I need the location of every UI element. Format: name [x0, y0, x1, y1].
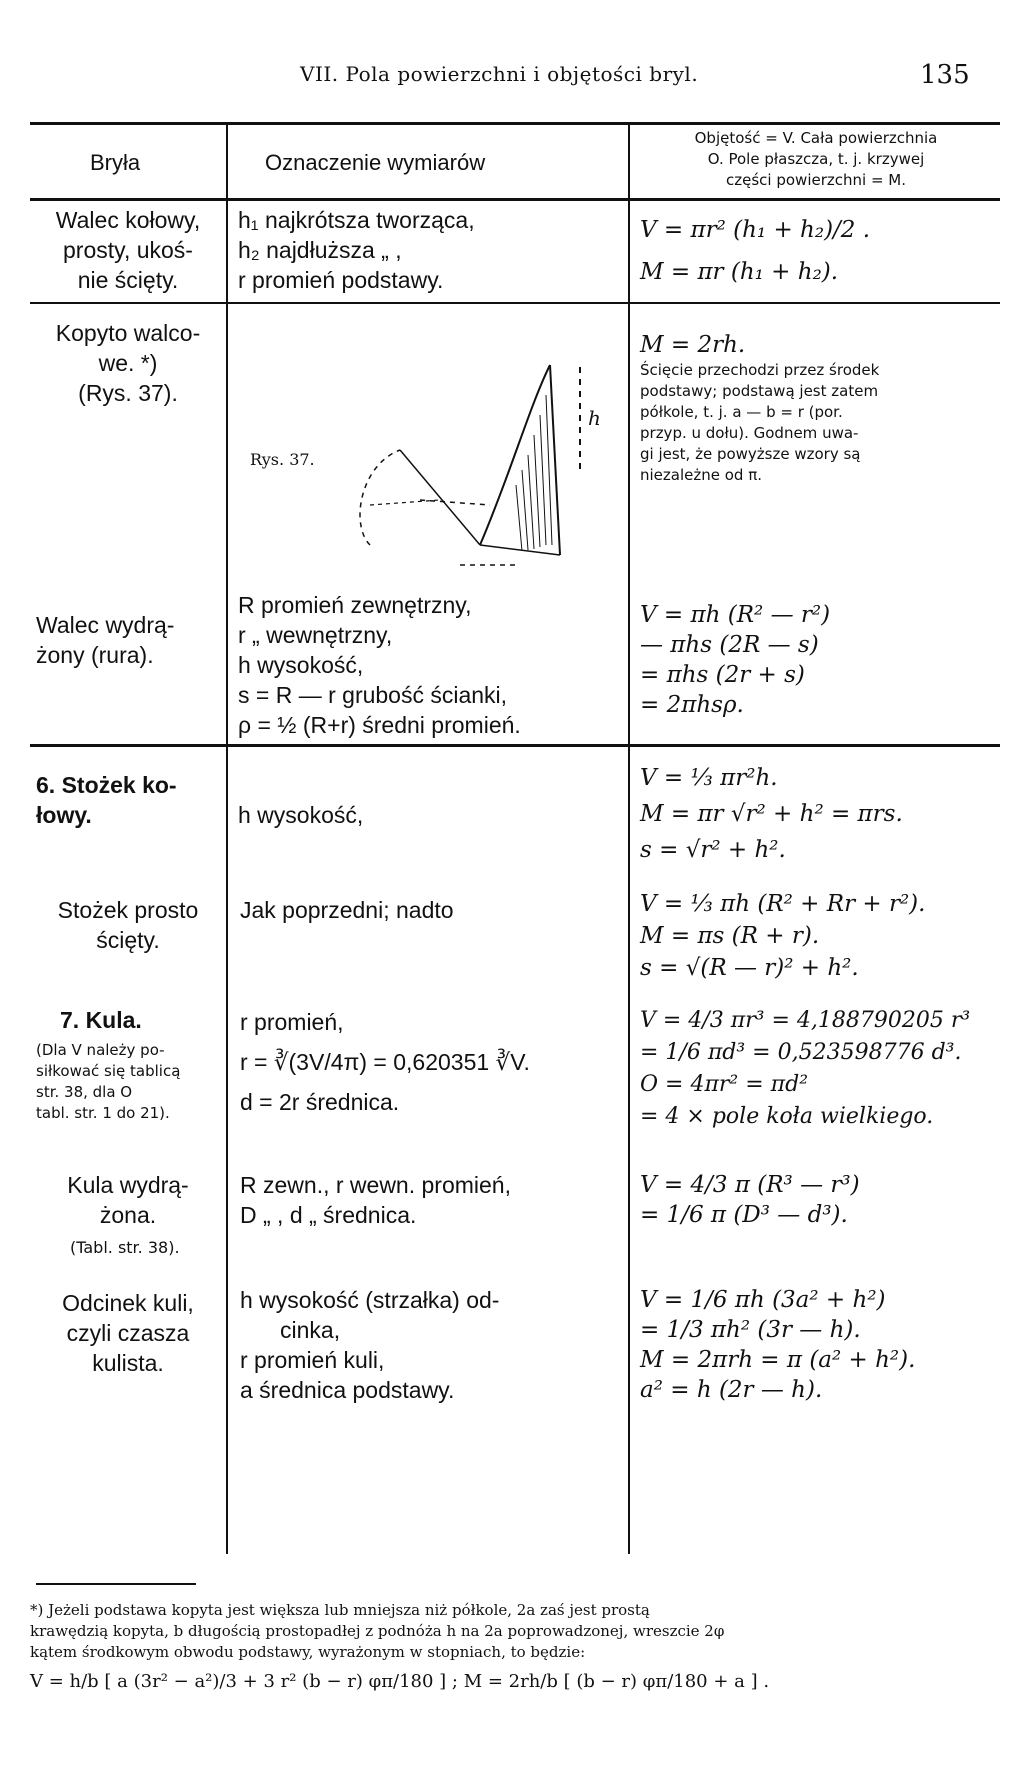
row3-formulas: V = πh (R² — r²) — πhs (2R — s) = πhs (2r + s) = 2πhsρ.	[640, 602, 831, 718]
row2-solid: Kopyto walco- we. *) (Rys. 37).	[55, 320, 201, 406]
footnote-formula: V = h/b [ a (3r² − a²)/3 + 3 r² (b − r) φπ/180 ] ; M = 2rh/b [ (b − r) φπ/180 + a ] .	[30, 1671, 770, 1692]
row3-solid: Walec wydrą- żony (rura).	[36, 612, 175, 668]
row6-dims: r promień, r = ∛(3V/4π) = 0,620351 ∛V. d = 2r średnica.	[240, 1009, 530, 1115]
row7-solid-note: (Tabl. str. 38).	[70, 1238, 180, 1257]
running-header: VII. Pola powierzchni i objętości bryl.	[300, 62, 699, 86]
row8-formulas: V = 1/6 πh (3a² + h²) = 1/3 πh² (3r — h). M = 2πrh = π (a² + h²). a² = h (2r — h).	[640, 1287, 916, 1403]
row7-formulas: V = 4/3 π (R³ — r³) = 1/6 π (D³ — d³).	[640, 1172, 860, 1228]
row8-dims: h wysokość (strzałka) od- cinka, r promień kuli, a średnica podstawy.	[240, 1287, 500, 1403]
header-bryla: Bryła	[90, 150, 141, 175]
row6-solid: 7. Kula.	[60, 1007, 142, 1033]
row6-solid-note: (Dla V należy po- siłkować się tablicą str. 38, dla O tabl. str. 1 do 21).	[36, 1041, 181, 1122]
row1-dims: h₁ najkrótsza tworząca, h₂ najdłuższa „ , r promień podstawy.	[238, 207, 475, 293]
row4-formulas: V = ⅓ πr²h. M = πr √r² + h² = πrs. s = √r² + h².	[640, 765, 903, 863]
row3-dims: R promień zewnętrzny, r „ wewnętrzny, h wysokość, s = R — r grubość ścianki, ρ = ½ (R+r) średni promień.	[238, 592, 521, 738]
row8-solid: Odcinek kuli, czyli czasza kulista.	[62, 1290, 194, 1376]
header-oznaczenie: Oznaczenie wymiarów	[265, 150, 486, 175]
footnote: *) Jeżeli podstawa kopyta jest większa lub mniejsza niż półkole, 2a zaś jest prostą krawędzią kopyta, b długością prostopadłej z podnóża h na 2a poprowadzonej, wreszcie 2φ kątem środkowym obwodu podstawy, wyrażonym w stopniach, to będzie: V = h/b [ a (3r² − a²)/3 + 3 r² (b − r) φπ/180 ] ; M = 2rh/b [ (b − r) φπ/180 + a ] .	[30, 1600, 1000, 1692]
row1-formulas: V = πr² (h₁ + h₂)/2 . M = πr (h₁ + h₂).	[640, 217, 871, 285]
row5-dims: Jak poprzedni; nadto	[240, 897, 454, 923]
table-header-rule	[30, 198, 1000, 201]
figure-label: Rys. 37.	[250, 450, 315, 469]
figure-h-label: h	[588, 406, 601, 430]
table-top-rule	[30, 122, 1000, 125]
figure-rys-37	[250, 355, 610, 570]
row2-formulas: M = 2rh.	[640, 332, 746, 358]
row7-solid: Kula wydrą- żona.	[67, 1172, 189, 1228]
row6-formulas: V = 4/3 πr³ = 4,188790205 r³ = 1/6 πd³ = 0,523598776 d³. O = 4πr² = πd² = 4 × pole koła wielkiego.	[640, 1008, 971, 1129]
hoof-cylinder-drawing	[250, 355, 610, 570]
row5-solid: Stożek prosto ścięty.	[57, 897, 199, 953]
column-divider-2	[628, 124, 630, 1554]
row1-solid: Walec kołowy, prosty, ukoś- nie ścięty.	[55, 207, 201, 293]
row5-formulas: V = ⅓ πh (R² + Rr + r²). M = πs (R + r). s = √(R — r)² + h².	[640, 891, 926, 981]
row4-dims: h wysokość,	[238, 802, 364, 828]
column-divider-1	[226, 124, 228, 1554]
row2-notes: Ścięcie przechodzi przez środek podstawy; podstawą jest zatem półkole, t. j. a — b = r (por. przyp. u dołu). Godnem uwa- gi jest, że powyższe wzory są niezależne od π.	[640, 361, 880, 484]
page-number: 135	[920, 60, 970, 90]
row7-dims: R zewn., r wewn. promień, D „ , d „ średnica.	[240, 1172, 511, 1228]
header-objetosc: Objętość = V. Cała powierzchnia O. Pole płaszcza, t. j. krzywej części powierzchni = M.	[694, 129, 938, 189]
row4-solid: 6. Stożek ko- łowy.	[36, 772, 177, 828]
footnote-rule	[36, 1583, 196, 1585]
row-rule-1	[30, 302, 1000, 304]
row-rule-3	[30, 744, 1000, 747]
